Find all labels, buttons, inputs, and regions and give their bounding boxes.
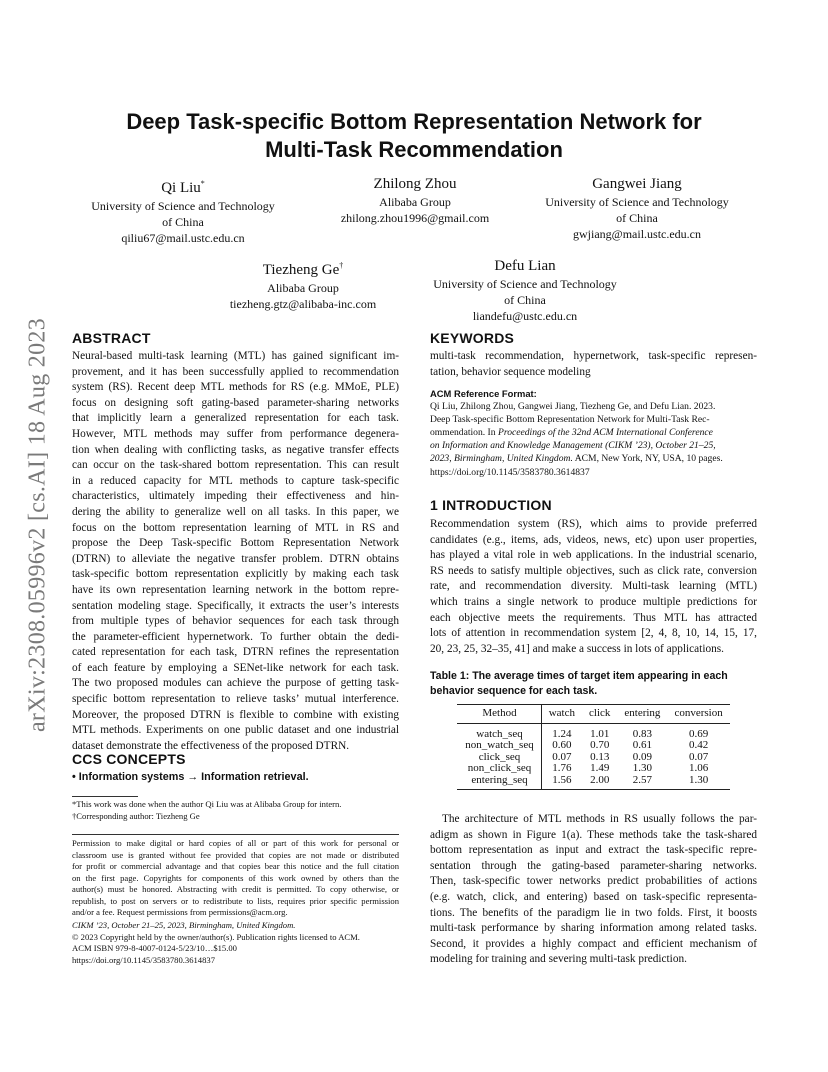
author-affiliation: University of Science and Technology	[433, 277, 617, 291]
table-body	[457, 723, 729, 790]
author-email[interactable]: qiliu67@mail.ustc.edu.cn	[121, 231, 245, 245]
keywords-list	[430, 349, 757, 380]
permission-line: on the first page. Copyrights for components of this work owned by others than the	[72, 872, 399, 883]
table-row-label: entering_seq	[457, 775, 541, 790]
table-cell: 0.13	[590, 750, 610, 763]
footnote-rule	[72, 796, 138, 797]
reference-line	[430, 426, 757, 439]
architecture-line: adigm as shown in Figure 1(a). These methods take the task-shared	[430, 828, 757, 841]
ccs-heading: CCS CONCEPTS	[72, 751, 186, 767]
permission-line: author(s) must be honored. Abstracting with credit is permitted. To copy otherwise, or	[72, 884, 399, 894]
author-mark: *	[200, 179, 205, 188]
table-cell: 1.01	[590, 727, 610, 740]
paper-title	[90, 108, 738, 164]
abstract-line: Neural-based multi-task learning (MTL) has gained significant im-	[72, 350, 399, 362]
architecture-line: bottom representation as input and extract the task-specific repre-	[430, 844, 757, 857]
table-cell: 0.60	[552, 739, 572, 751]
author-affiliation: Alibaba Group	[379, 195, 451, 209]
introduction-line: Recommendation system (RS), which aims to provide preferred	[430, 518, 757, 530]
reference-line	[430, 439, 757, 452]
permission-line: for profit or commercial advantage and that copies bear this notice and the full citation	[72, 861, 399, 871]
author-name: Gangwei Jiang	[592, 176, 682, 192]
author-name: Tiezheng Ge	[262, 262, 340, 278]
author-block-3	[526, 174, 748, 242]
abstract-body	[72, 349, 399, 754]
publication-info	[72, 920, 399, 966]
abstract-line: of each feature by employing a SENet-like network for each task.	[72, 661, 399, 674]
architecture-line: modeling for training and severing multi-task prediction.	[430, 953, 687, 966]
author-email[interactable]: gwjiang@mail.ustc.edu.cn	[572, 227, 702, 241]
table-cell: 2.00	[590, 773, 610, 786]
permission-line: and/or a fee. Request permissions from permissions@acm.org.	[72, 907, 288, 917]
keywords-line: tation, behavior sequence modeling	[430, 365, 591, 378]
table-row	[457, 740, 729, 752]
abstract-line: in a reduced capacity for MTL methods to capture task-specific	[72, 474, 399, 487]
table-cell: 1.30	[632, 762, 653, 774]
table-cell: 0.07	[688, 750, 709, 763]
reference-format-heading: ACM Reference Format:	[430, 388, 537, 399]
reference-venue: Proceedings of the 32nd ACM International Conference	[497, 427, 713, 439]
introduction-line: each objective meets the requirements. Thus MTL has attracted	[430, 611, 757, 624]
author-affiliation-2: of China	[504, 293, 546, 307]
reference-text: ommendation. In	[430, 427, 498, 439]
keywords-line: multi-task recommendation, hypernetwork, task-specific represen-	[430, 350, 757, 362]
table-cell: 1.06	[688, 762, 709, 774]
author-name: Defu Lian	[494, 258, 556, 274]
reference-line: Qi Liu, Zhilong Zhou, Gangwei Jiang, Tiezheng Ge, and Defu Lian. 2023.	[430, 401, 716, 413]
table-header-cell: click	[589, 707, 611, 719]
table-row	[457, 775, 729, 790]
permission-line: classroom use is granted without fee provided that copies are not made or distributed	[72, 849, 399, 860]
table-cell: 1.56	[552, 773, 572, 786]
abstract-line: However, MTL methods may suffer from performance degenera-	[72, 427, 399, 440]
reference-text: ACM, New York, NY, USA, 10 pages.	[572, 453, 723, 465]
table-cell: 0.61	[632, 739, 653, 751]
author-block-5	[414, 256, 636, 324]
reference-line	[430, 452, 757, 465]
table-cell: 0.42	[688, 739, 709, 751]
introduction-line: lots of attention in recommendation system [2, 4, 8, 10, 14, 15, 17,	[430, 627, 757, 640]
introduction-body	[430, 517, 757, 657]
author-affiliation: Alibaba Group	[267, 281, 339, 295]
copyright-line: © 2023 Copyright held by the owner/author(s). Publication rights licensed to ACM.	[72, 931, 360, 942]
table-cell: 0.70	[590, 739, 610, 751]
ccs-concepts: • Information systems → Information retrieval.	[72, 771, 309, 783]
introduction-line: has played a vital role in web applications. In the industrial scenario,	[430, 549, 757, 562]
reference-doi-link[interactable]: https://doi.org/10.1145/3583780.3614837	[430, 466, 590, 478]
table-cell: 0.09	[632, 750, 653, 763]
author-email[interactable]: zhilong.zhou1996@gmail.com	[340, 211, 490, 225]
table-caption-line: behavior sequence for each task.	[430, 685, 598, 697]
table-caption	[430, 669, 757, 699]
introduction-heading: 1 INTRODUCTION	[430, 497, 552, 513]
abstract-line: specific bottom representation to relieve tasks’ mutual interference.	[72, 693, 399, 706]
reference-venue: 2023, Birmingham, United Kingdom.	[430, 453, 573, 465]
table-cell: 1.24	[552, 727, 572, 740]
abstract-line: sentation modeling stage. Specifically, it extracts the user’s interests	[72, 599, 399, 612]
table-caption-line: Table 1: The average times of target item appearing in each	[430, 670, 728, 682]
permission-rule	[72, 834, 399, 835]
abstract-line: can occur on the task-shared bottom representation. This can result	[72, 459, 399, 472]
arxiv-stamp-text: arXiv:2308.05996v2 [cs.AI] 18 Aug 2023	[24, 317, 51, 733]
author-block-1	[72, 174, 294, 246]
abstract-line: cated representation for each task, DTRN refines the representation	[72, 646, 399, 659]
title-line-2: Multi-Task Recommendation	[265, 137, 563, 162]
table-row-label: click_seq	[457, 752, 541, 764]
author-affiliation: University of Science and Technology	[91, 199, 275, 213]
table-row	[457, 723, 729, 740]
abstract-line: have its own representation learning network in the bottom repre-	[72, 583, 399, 596]
introduction-line: candidates (e.g., items, ads, videos, news, etc) upon user properties,	[430, 533, 757, 546]
abstract-line: focus on designing soft gating-based parameter-sharing networks	[72, 396, 399, 409]
reference-venue: on Information and Knowledge Management (CIKM ’23), October 21–25,	[430, 440, 716, 452]
abstract-heading: ABSTRACT	[72, 330, 151, 346]
permission-notice	[72, 838, 399, 919]
table-row-label: non_watch_seq	[457, 740, 541, 752]
abstract-line: Moreover, the proposed DTRN is flexible to combine with existing	[72, 708, 399, 721]
permission-line: republish, to post on servers or to redistribute to lists, requires prior specific permission	[72, 895, 399, 906]
table-1	[457, 704, 729, 790]
architecture-line: Then, task-specific tower networks predict probabilities of actions	[430, 875, 757, 888]
introduction-line: rate, and recommendation diversity. Multi-task learning (MTL)	[430, 580, 757, 593]
abstract-line: dataset demonstrate the effectiveness of the proposed DTRN.	[72, 739, 350, 752]
author-name: Qi Liu	[161, 180, 201, 196]
table-1-wrapper	[430, 704, 757, 790]
architecture-line: Second, it provides a highly compact and efficient mechanism of	[430, 937, 757, 950]
abstract-line: focus on the bottom representation learning of MTL in RS and	[72, 521, 399, 534]
table-cell: 0.07	[552, 750, 572, 763]
introduction-line: 20, 23, 25, 32–35, 41] and make a success in lots of applications.	[430, 642, 724, 655]
abstract-line: (DTRN) to alleviate the negative transfer problem. DTRN obtains	[72, 552, 399, 565]
doi-link[interactable]: https://doi.org/10.1145/3583780.3614837	[72, 954, 215, 965]
abstract-line: that implicitly learn a generalized representation for each task.	[72, 412, 399, 425]
introduction-line: RS needs to satisfy multiple objectives, such as click rate, conversion	[430, 564, 757, 577]
table-header-cell: Method	[457, 705, 541, 724]
abstract-line: the parameter-efficient hypernetwork. To further obtain the dedi-	[72, 630, 399, 643]
architecture-line: sentation through the gating-based parameter-sharing networks.	[430, 859, 757, 872]
architecture-line: The architecture of MTL methods in RS usually follows the par-	[442, 813, 757, 825]
abstract-line: propose the Deep Task-specific Bottom Representation Network	[72, 537, 399, 550]
table-header-row	[457, 705, 729, 724]
table-cell: 1.30	[688, 773, 709, 786]
table-row	[457, 763, 729, 775]
author-affiliation: University of Science and Technology	[545, 195, 729, 209]
table-cell: 2.57	[632, 773, 653, 786]
arxiv-stamp	[18, 290, 58, 760]
table-cell: 1.76	[552, 762, 572, 774]
table-cell: 0.69	[688, 727, 709, 740]
footnote-2: †Corresponding author: Tiezheng Ge	[72, 810, 200, 821]
abstract-line: characteristics, ultimately impeding their effectiveness and hin-	[72, 490, 399, 503]
reference-line: Deep Task-specific Bottom Representation Network for Multi-Task Rec-	[430, 414, 710, 426]
introduction-line: which trains a single network to produce multiple predictions for	[430, 595, 757, 608]
isbn-line: ACM ISBN 979-8-4007-0124-5/23/10…$15.00	[72, 943, 237, 953]
abstract-line: MTL methods. Experiments on one public dataset and one industrial	[72, 724, 399, 737]
abstract-line: provement, and it has been successfully applied to recommendation	[72, 365, 399, 378]
abstract-line: task-specific bottom representation explicitly by making each task	[72, 568, 399, 581]
permission-line: Permission to make digital or hard copies of all or part of this work for personal or	[72, 838, 399, 848]
author-block-4	[192, 256, 414, 312]
author-affiliation-2: of China	[162, 215, 204, 229]
abstract-line: tion when dealing with conflicting tasks, as negative transfer effects	[72, 443, 399, 456]
abstract-line: from multiple types of behavior sequences for each task through	[72, 615, 399, 628]
author-email[interactable]: tiezheng.gtz@alibaba-inc.com	[229, 297, 377, 311]
architecture-line: tions. The benefits of the paradigm lie in two folds. First, it boosts	[430, 906, 757, 919]
keywords-heading: KEYWORDS	[430, 330, 515, 346]
architecture-paragraph	[430, 812, 757, 968]
conference-line: CIKM ’23, October 21–25, 2023, Birmingham, United Kingdom.	[72, 920, 296, 930]
abstract-line: system (RS). Recent deep MTL methods for RS (e.g. MMoE, PLE)	[72, 381, 399, 394]
author-affiliation-2: of China	[616, 211, 658, 225]
author-name: Zhilong Zhou	[373, 176, 457, 192]
footnote-1: *This work was done when the author Qi Liu was at Alibaba Group for intern.	[72, 799, 342, 809]
architecture-line: multi-task performance by sharing information among related tasks.	[430, 922, 757, 935]
author-block-2	[304, 174, 526, 226]
abstract-line: The two proposed modules can achieve the purpose of getting task-	[72, 677, 399, 690]
architecture-line: (e.g. watch, click, and entering) based on task-specific representa-	[430, 890, 757, 903]
table-header-cell: conversion	[674, 707, 723, 719]
table-header-cell: entering	[624, 707, 661, 719]
abstract-line: dering the ability to generalize well on all tasks. In this paper, we	[72, 505, 399, 518]
title-line-1: Deep Task-specific Bottom Representation Network for	[126, 109, 702, 134]
table-row-label: non_click_seq	[457, 763, 541, 775]
acm-reference	[430, 387, 757, 479]
table-cell: 1.49	[590, 762, 610, 774]
table-cell: 0.83	[632, 727, 653, 740]
author-mark: †	[339, 261, 344, 270]
table-header-cell: watch	[548, 707, 575, 719]
author-email[interactable]: liandefu@ustc.edu.cn	[472, 309, 578, 323]
table-row-label: watch_seq	[457, 723, 541, 740]
footnotes	[72, 799, 399, 822]
